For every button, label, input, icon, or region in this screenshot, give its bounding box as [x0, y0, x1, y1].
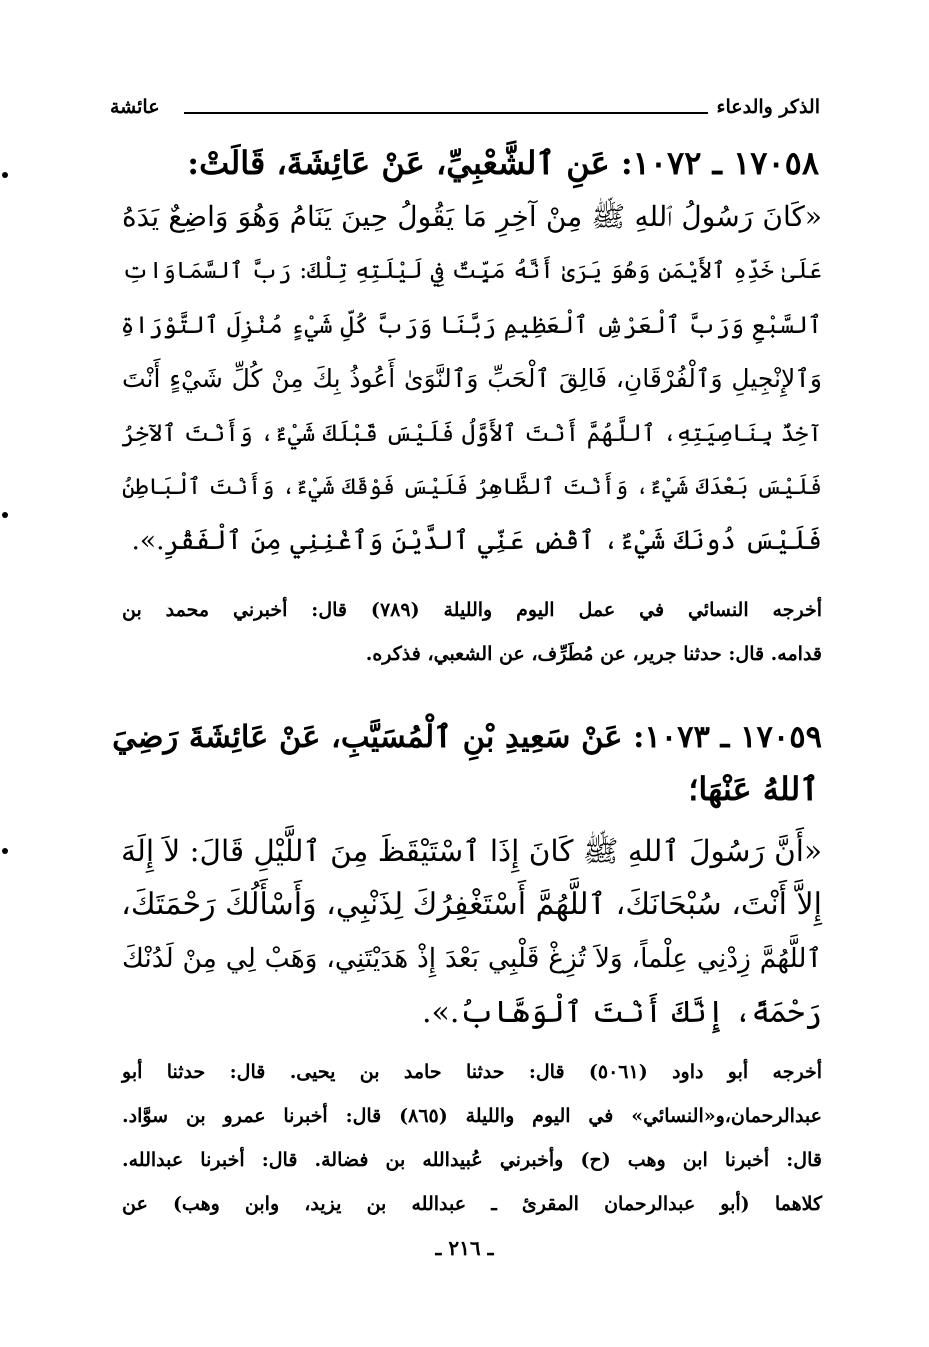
hadith-1-line: عَلَىٰ خَدِّهِ ٱلأَيْمَنِ وَهُوَ يَرَىٰ أَنَّهُ مَيِّتٌ فِي لَيْلَتِهِ تِلْكَ: رَبَّ ٱلسَّمَاوَاتِ: [122, 258, 822, 284]
hadith-1-line: فَلَيْسَ دُونَكَ شَيْءٌ، ٱقْضِ عَنِّي ٱلدَّيْنَ وَٱغْنِنِي مِنَ ٱلْفَقْرِ.».: [131, 525, 822, 556]
header-author-name: عائشة: [110, 96, 160, 118]
hadith-1-line: وَٱلإِنْجِيلِ وَٱلْفُرْقَانِ، فَالِقَ ٱلْحَبِّ وَٱلنَّوَىٰ أَعُوذُ بِكَ مِنْ كُلِّ شَيْءٍ أَنْتَ: [122, 364, 822, 393]
hadith-1-heading: ١٧٠٥٨ ـ ١٠٧٢: عَنِ ٱلشَّعْبِيِّ، عَنْ عَائِشَةَ، قَالَتْ:: [187, 144, 819, 182]
hadith-2-line: رَحْمَةً، إِنَّكَ أَنْتَ ٱلْوَهَّابُ.».: [421, 995, 822, 1030]
hadith-2-text: [122, 824, 822, 1040]
header-rule: [184, 112, 708, 114]
hadith-2-line: «أَنَّ رَسُولَ ٱللهِ ﷺ كَانَ إِذَا ٱسْتَيْقَظَ مِنَ ٱللَّيْلِ قَالَ: لاَ إِلَهَ: [121, 834, 822, 868]
scan-speck: [2, 848, 8, 854]
hadith-2-line: ٱللَّهُمَّ زِدْنِي عِلْماً، وَلاَ تُزِغْ قَلْبِي بَعْدَ إِذْ هَدَيْتَنِي، وَهَبْ لِي مِنْ لَدُنْكَ: [122, 943, 822, 974]
hadith-2-takhrij: [122, 1050, 822, 1226]
hadith-2-heading: ١٧٠٥٩ ـ ١٠٧٣: عَنْ سَعِيدِ بْنِ ٱلْمُسَيَّبِ، عَنْ عَائِشَةَ رَضِيَ: [112, 719, 822, 755]
takhrij-line: عبدالرحمان،و«النسائي» في اليوم والليلة (٨٦٥) قال: أخبرنا عمرو بن سوَّاد.: [122, 1105, 822, 1127]
scan-speck: [2, 172, 8, 178]
hadith-2-line: إِلاَّ أَنْتَ، سُبْحَانَكَ، ٱللَّهُمَّ أَسْتَغْفِرُكَ لِذَنْبِي، وَأَسْأَلُكَ رَحْمَتَكَ،: [121, 887, 822, 922]
hadith-1-line: «كَانَ رَسُولُ ٱللهِ ﷺ مِنْ آخِرِ مَا يَقُولُ حِينَ يَنَامُ وَهُوَ وَاضِعٌ يَدَهُ: [122, 200, 822, 233]
hadith-1-text: [122, 190, 822, 568]
page-number: ـ ٢١٦ ـ: [435, 1236, 494, 1260]
takhrij-line: أخرجه النسائي في عمل اليوم والليلة (٧٨٩) قال: أخبرني محمد بن: [122, 599, 823, 621]
takhrij-line: قدامه. قال: حدثنا جرير، عن مُطَرِّف، عن الشعبي، فذكره.: [365, 643, 822, 665]
takhrij-line: أخرجه أبو داود (٥٠٦١) قال: حدثنا حامد بن يحيى. قال: حدثنا أبو: [122, 1061, 822, 1083]
hadith-1-takhrij: [122, 588, 822, 676]
header-section-title: الذكر والدعاء: [716, 96, 820, 118]
hadith-1-line: فَلَيْسَ بَعْدَكَ شَيْءٌ، وَأَنْتَ ٱلظَّاهِرُ فَلَيْسَ فَوْقَكَ شَيْءٌ، وَأَنْتَ ٱلْبَاطِنُ: [122, 474, 822, 500]
takhrij-line: كلاهما (أبو عبدالرحمان المقرئ ـ عبدالله بن يزيد، وابن وهب) عن: [122, 1193, 822, 1215]
takhrij-line: قال: أخبرنا ابن وهب (ح) وأخبرني عُبيدالله بن فضالة. قال: أخبرنا عبدالله.: [122, 1149, 822, 1171]
hadith-2-heading-continued: ٱللهُ عَنْهَا؛: [688, 770, 819, 808]
hadith-1-line: ٱلسَّبْعِ وَرَبَّ ٱلْعَرْشِ ٱلْعَظِيمِ رَبَّنَا وَرَبَّ كُلِّ شَيْءٍ مُنْزِلَ ٱلتَّوْرَاةِ: [120, 311, 822, 339]
hadith-1-line: آخِذٌ بِنَاصِيَتِهِ، ٱللَّهُمَّ أَنْتَ ٱلأَوَّلُ فَلَيْسَ قَبْلَكَ شَيْءٌ، وَأَنْتَ ٱلآخِرُ: [121, 419, 822, 447]
scan-speck: [2, 512, 8, 518]
running-header: [110, 96, 820, 124]
